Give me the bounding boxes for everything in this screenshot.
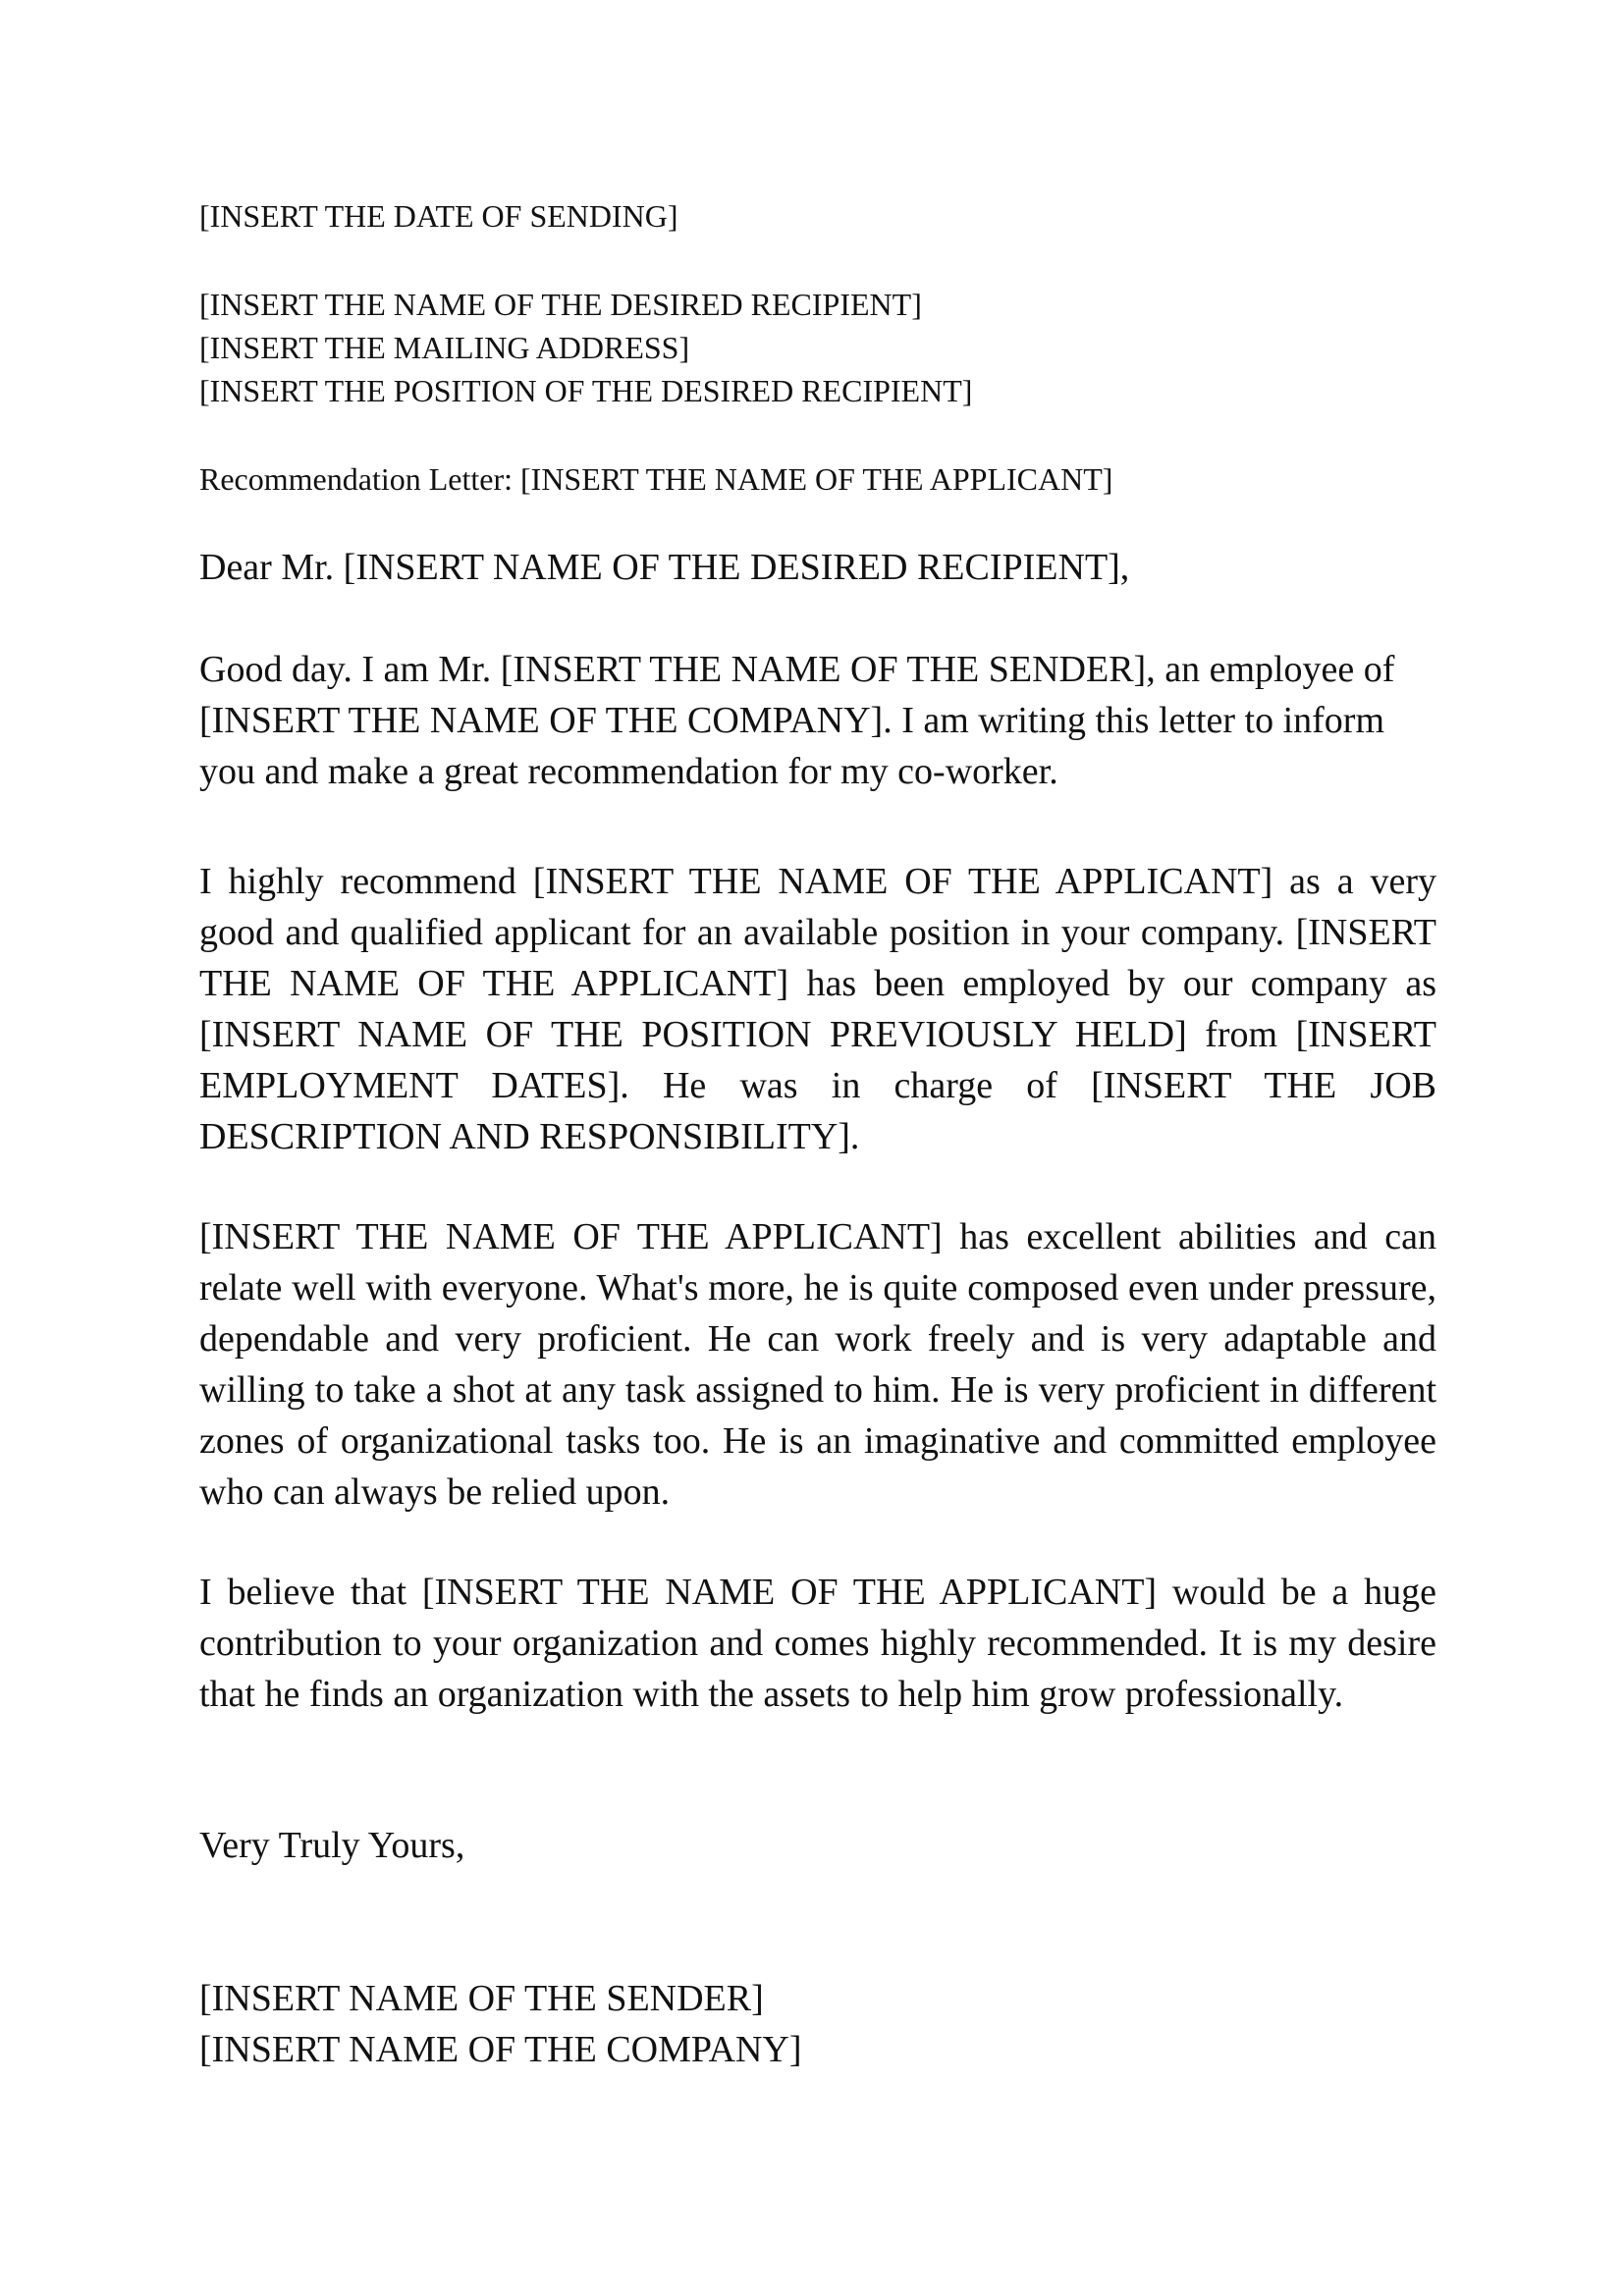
subject-line: Recommendation Letter: [INSERT THE NAME OF THE APPLICANT] [199,461,1113,497]
recipient-block [199,283,972,412]
closing: Very Truly Yours, [199,1825,465,1866]
sender-company: [INSERT NAME OF THE COMPANY] [199,2029,802,2070]
signature-block [199,1973,1436,2075]
paragraph-intro: Good day. I am Mr. [INSERT THE NAME OF THE SENDER], an employee of [INSERT THE NAME OF THE COMPANY]. I am writing this letter to inform you and make a great recommendation for my co-worker. [199,649,1395,792]
recipient-address: [INSERT THE MAILING ADDRESS] [199,330,690,365]
paragraph-conclusion: I believe that [INSERT THE NAME OF THE APPLICANT] would be a huge contribution to your organization and comes highly recommended. It is my desire that he finds an organization with the assets to help him grow professionally. [199,1572,1436,1715]
recipient-name: [INSERT THE NAME OF THE DESIRED RECIPIENT] [199,287,922,322]
paragraph-recommendation: I highly recommend [INSERT THE NAME OF THE APPLICANT] as a very good and qualified applicant for an available position in your company. [INSERT THE NAME OF THE APPLICANT] has been employed by our company as [INSERT NAME OF THE POSITION PREVIOUSLY HELD] from [INSERT EMPLOYMENT DATES]. He was in charge of [INSERT THE JOB DESCRIPTION AND RESPONSIBILITY]. [199,861,1436,1157]
paragraph-qualities: [INSERT THE NAME OF THE APPLICANT] has excellent abilities and can relate well with everyone. What's more, he is quite composed even under pressure, dependable and very proficient. He can work freely and is very adaptable and willing to take a shot at any task assigned to him. He is very proficient in different zones of organizational tasks too. He is an imaginative and committed employee who can always be relied upon. [199,1216,1436,1513]
salutation: Dear Mr. [INSERT NAME OF THE DESIRED RECIPIENT], [199,547,1130,588]
date-line: [INSERT THE DATE OF SENDING] [199,198,678,234]
recipient-position: [INSERT THE POSITION OF THE DESIRED RECIPIENT] [199,373,973,408]
sender-name: [INSERT NAME OF THE SENDER] [199,1978,764,2019]
